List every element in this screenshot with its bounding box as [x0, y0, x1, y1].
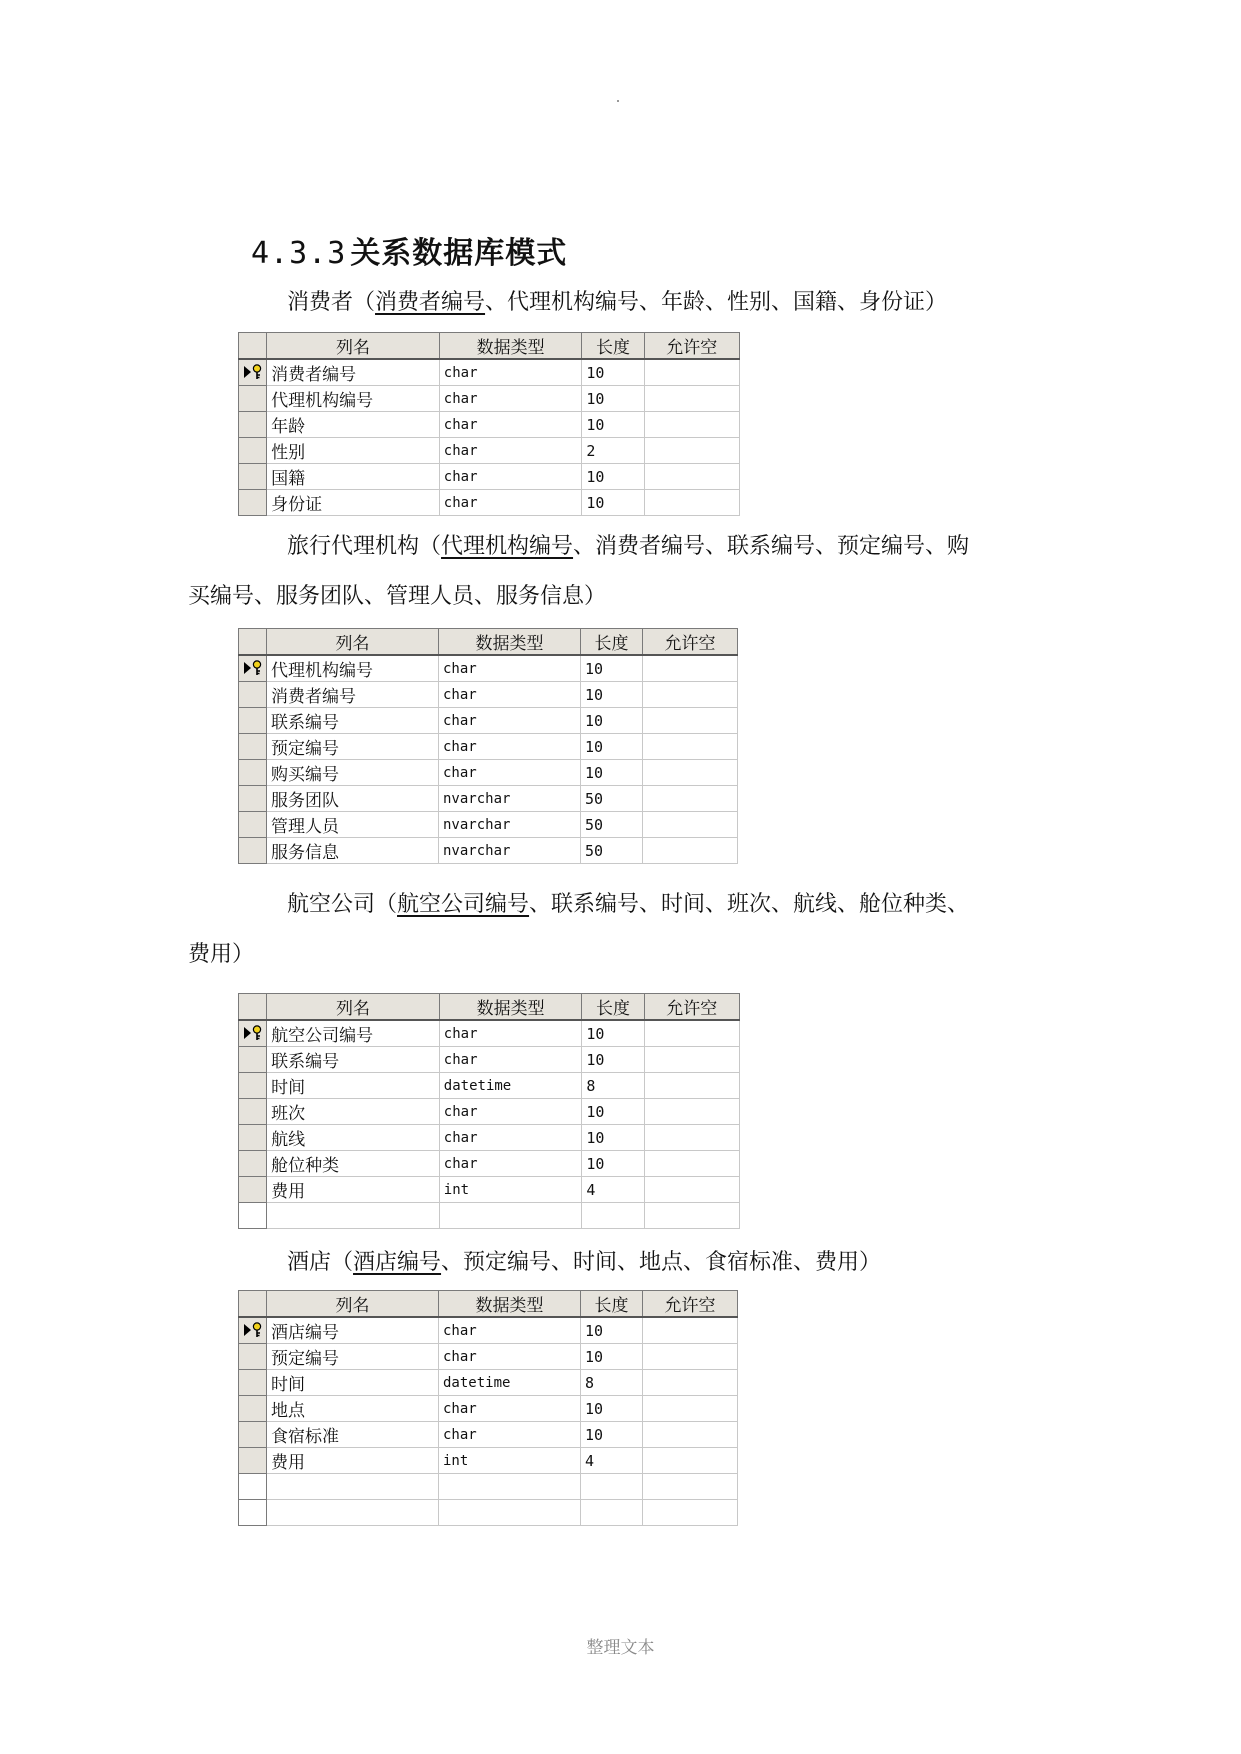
table-row[interactable] — [239, 760, 738, 786]
page-footer: 整理文本 — [586, 1638, 655, 1658]
column-header-type: 数据类型 — [439, 629, 581, 656]
table-row[interactable] — [239, 1422, 738, 1448]
data-type-cell: char — [439, 412, 582, 438]
data-type-cell: char — [439, 1047, 582, 1073]
allow-null-cell — [644, 412, 739, 438]
row-selector — [239, 490, 267, 516]
primary-key-icon — [244, 1320, 262, 1340]
row-selector — [239, 1047, 267, 1073]
data-type-cell: char — [439, 708, 581, 734]
table-row[interactable] — [239, 1073, 740, 1099]
table-row[interactable] — [239, 438, 740, 464]
allow-null-cell — [643, 760, 738, 786]
column-name-cell: 服务信息 — [267, 838, 439, 864]
data-type-cell: nvarchar — [439, 812, 581, 838]
data-type-cell: char — [439, 359, 582, 386]
table-row[interactable] — [239, 682, 738, 708]
column-header-nullable: 允许空 — [644, 333, 739, 360]
column-name-cell: 时间 — [267, 1370, 439, 1396]
section-number: 4.3.3 — [251, 236, 347, 271]
empty-cell — [581, 1474, 643, 1500]
row-selector — [239, 786, 267, 812]
empty-cell — [581, 1500, 643, 1526]
row-selector — [239, 1474, 267, 1500]
entity-description-agency-line2 — [188, 572, 606, 622]
empty-cell — [582, 1203, 644, 1229]
column-header-nullable: 允许空 — [643, 629, 738, 656]
length-cell: 10 — [581, 708, 643, 734]
column-name-cell: 班次 — [267, 1099, 440, 1125]
length-cell: 10 — [582, 386, 644, 412]
allow-null-cell — [644, 1047, 739, 1073]
data-type-cell: char — [439, 1099, 582, 1125]
column-name-cell: 代理机构编号 — [267, 386, 440, 412]
row-selector — [239, 412, 267, 438]
data-type-cell: char — [439, 1151, 582, 1177]
table-row[interactable] — [239, 708, 738, 734]
table-row[interactable] — [239, 1396, 738, 1422]
column-name-cell: 费用 — [267, 1177, 440, 1203]
data-type-cell: char — [439, 1020, 582, 1047]
row-selector — [239, 1500, 267, 1526]
length-cell: 10 — [581, 655, 643, 682]
entity-name: 消费者 — [287, 290, 354, 315]
data-type-cell: datetime — [439, 1370, 581, 1396]
empty-cell — [439, 1500, 581, 1526]
row-pointer-icon — [244, 1324, 251, 1336]
empty-cell — [267, 1500, 439, 1526]
row-selector — [239, 359, 267, 386]
column-name-cell: 年龄 — [267, 412, 440, 438]
column-header-name: 列名 — [267, 1291, 439, 1318]
data-type-cell: char — [439, 438, 582, 464]
entity-description-airline — [287, 880, 969, 930]
allow-null-cell — [643, 838, 738, 864]
length-cell: 10 — [582, 1020, 644, 1047]
column-header-type: 数据类型 — [439, 1291, 581, 1318]
allow-null-cell — [643, 1448, 738, 1474]
row-selector — [239, 1125, 267, 1151]
column-header-length: 长度 — [582, 994, 644, 1021]
row-selector — [239, 1203, 267, 1229]
attribute-list-continued: 费用） — [188, 942, 255, 967]
column-name-cell: 身份证 — [267, 490, 440, 516]
allow-null-cell — [644, 359, 739, 386]
allow-null-cell — [644, 386, 739, 412]
column-name-cell: 消费者编号 — [267, 359, 440, 386]
allow-null-cell — [644, 438, 739, 464]
column-header-nullable: 允许空 — [644, 994, 739, 1021]
column-name-cell: 食宿标准 — [267, 1422, 439, 1448]
column-name-cell: 航线 — [267, 1125, 440, 1151]
primary-key-icon — [244, 658, 262, 678]
empty-cell — [439, 1474, 581, 1500]
data-type-cell: char — [439, 490, 582, 516]
row-selector — [239, 386, 267, 412]
table-row[interactable] — [239, 359, 740, 386]
attribute-list: 、消费者编号、联系编号、预定编号、购 — [573, 534, 970, 559]
column-name-cell: 预定编号 — [267, 1344, 439, 1370]
allow-null-cell — [643, 708, 738, 734]
data-type-cell: char — [439, 1422, 581, 1448]
entity-description-agency — [287, 522, 969, 572]
entity-description-airline-line2 — [188, 930, 254, 980]
allow-null-cell — [644, 490, 739, 516]
row-selector — [239, 1317, 267, 1344]
column-name-cell: 地点 — [267, 1396, 439, 1422]
empty-cell — [643, 1474, 738, 1500]
length-cell: 10 — [581, 1396, 643, 1422]
length-cell: 4 — [582, 1177, 644, 1203]
length-cell: 10 — [582, 464, 644, 490]
primary-key-icon — [244, 362, 262, 382]
attribute-list: 、代理机构编号、年龄、性别、国籍、身份证） — [485, 290, 948, 315]
section-title: 关系数据库模式 — [350, 236, 568, 271]
empty-cell — [267, 1203, 440, 1229]
empty-cell — [267, 1474, 439, 1500]
length-cell: 10 — [582, 412, 644, 438]
empty-cell — [439, 1203, 582, 1229]
allow-null-cell — [643, 786, 738, 812]
length-cell: 10 — [581, 1344, 643, 1370]
primary-key-label: 航空公司编号 — [397, 892, 530, 917]
table-row[interactable] — [239, 786, 738, 812]
row-selector — [239, 438, 267, 464]
entity-description-consumer — [287, 278, 947, 328]
column-name-cell: 服务团队 — [267, 786, 439, 812]
entity-name: 酒店 — [287, 1250, 332, 1275]
data-type-cell: nvarchar — [439, 786, 581, 812]
table-row[interactable] — [239, 490, 740, 516]
length-cell: 8 — [582, 1073, 644, 1099]
paren-open: （ — [331, 1250, 354, 1275]
primary-key-icon — [244, 1023, 262, 1043]
allow-null-cell — [643, 734, 738, 760]
length-cell: 50 — [581, 838, 643, 864]
column-header-name: 列名 — [267, 994, 440, 1021]
allow-null-cell — [643, 655, 738, 682]
data-type-cell: int — [439, 1177, 582, 1203]
table-row[interactable] — [239, 812, 738, 838]
data-type-cell: char — [439, 464, 582, 490]
length-cell: 10 — [581, 760, 643, 786]
table-row[interactable] — [239, 1099, 740, 1125]
column-name-cell: 舱位种类 — [267, 1151, 440, 1177]
data-type-cell: datetime — [439, 1073, 582, 1099]
length-cell: 10 — [582, 359, 644, 386]
table-row[interactable] — [239, 838, 738, 864]
row-selector — [239, 1073, 267, 1099]
column-name-cell: 时间 — [267, 1073, 440, 1099]
primary-key-label: 代理机构编号 — [441, 534, 574, 559]
entity-name: 航空公司 — [287, 892, 376, 917]
empty-cell — [644, 1203, 739, 1229]
row-selector — [239, 734, 267, 760]
allow-null-cell — [644, 1177, 739, 1203]
allow-null-cell — [643, 1370, 738, 1396]
table-schema-consumer — [238, 332, 740, 516]
data-type-cell: nvarchar — [439, 838, 581, 864]
row-selector — [239, 655, 267, 682]
table-row[interactable] — [239, 1370, 738, 1396]
allow-null-cell — [644, 1073, 739, 1099]
empty-cell — [643, 1500, 738, 1526]
data-type-cell: char — [439, 386, 582, 412]
empty-row[interactable] — [239, 1500, 738, 1526]
allow-null-cell — [644, 1151, 739, 1177]
table-schema-airline — [238, 993, 740, 1229]
table-row[interactable] — [239, 1344, 738, 1370]
empty-row[interactable] — [239, 1203, 740, 1229]
allow-null-cell — [643, 1422, 738, 1448]
length-cell: 10 — [581, 1422, 643, 1448]
grid-header-row — [239, 1291, 738, 1318]
data-type-cell: char — [439, 734, 581, 760]
grid-corner-cell — [239, 629, 267, 656]
paren-open: （ — [353, 290, 376, 315]
data-type-cell: char — [439, 760, 581, 786]
grid-corner-cell — [239, 333, 267, 360]
primary-key-label: 酒店编号 — [353, 1250, 442, 1275]
length-cell: 10 — [582, 1047, 644, 1073]
table-schema-agency — [238, 628, 738, 864]
table-row[interactable] — [239, 1047, 740, 1073]
table-row[interactable] — [239, 412, 740, 438]
attribute-list: 、预定编号、时间、地点、食宿标准、费用） — [441, 1250, 882, 1275]
column-header-name: 列名 — [267, 629, 439, 656]
row-pointer-icon — [244, 1027, 251, 1039]
data-type-cell: char — [439, 682, 581, 708]
page-dot — [617, 100, 619, 102]
row-selector — [239, 464, 267, 490]
table-row[interactable] — [239, 734, 738, 760]
row-selector — [239, 1396, 267, 1422]
length-cell: 10 — [581, 682, 643, 708]
table-row[interactable] — [239, 655, 738, 682]
primary-key-label: 消费者编号 — [375, 290, 486, 315]
attribute-list-continued: 买编号、服务团队、管理人员、服务信息） — [188, 584, 607, 609]
length-cell: 10 — [582, 1125, 644, 1151]
allow-null-cell — [644, 464, 739, 490]
data-type-cell: char — [439, 1317, 581, 1344]
column-header-type: 数据类型 — [439, 994, 582, 1021]
grid-corner-cell — [239, 994, 267, 1021]
section-heading — [251, 228, 567, 272]
row-selector — [239, 1151, 267, 1177]
column-name-cell: 代理机构编号 — [267, 655, 439, 682]
row-selector — [239, 1344, 267, 1370]
row-selector — [239, 1422, 267, 1448]
allow-null-cell — [644, 1099, 739, 1125]
table-row[interactable] — [239, 1177, 740, 1203]
column-name-cell: 酒店编号 — [267, 1317, 439, 1344]
row-pointer-icon — [244, 662, 251, 674]
grid-header-row — [239, 333, 740, 360]
length-cell: 10 — [582, 1099, 644, 1125]
row-selector — [239, 708, 267, 734]
length-cell: 10 — [581, 1317, 643, 1344]
data-type-cell: char — [439, 1396, 581, 1422]
data-type-cell: char — [439, 1344, 581, 1370]
length-cell: 50 — [581, 812, 643, 838]
table-row[interactable] — [239, 1020, 740, 1047]
data-type-cell: char — [439, 655, 581, 682]
column-header-name: 列名 — [267, 333, 440, 360]
table-row[interactable] — [239, 464, 740, 490]
column-name-cell: 消费者编号 — [267, 682, 439, 708]
allow-null-cell — [643, 1396, 738, 1422]
attribute-list: 、联系编号、时间、班次、航线、舱位种类、 — [529, 892, 970, 917]
table-schema-hotel — [238, 1290, 738, 1526]
allow-null-cell — [644, 1125, 739, 1151]
row-selector — [239, 1370, 267, 1396]
column-name-cell: 国籍 — [267, 464, 440, 490]
column-name-cell: 联系编号 — [267, 1047, 440, 1073]
empty-row[interactable] — [239, 1474, 738, 1500]
paren-open: （ — [375, 892, 398, 917]
row-pointer-icon — [244, 366, 251, 378]
data-type-cell: int — [439, 1448, 581, 1474]
column-header-nullable: 允许空 — [643, 1291, 738, 1318]
length-cell: 10 — [582, 490, 644, 516]
table-row[interactable] — [239, 1151, 740, 1177]
grid-corner-cell — [239, 1291, 267, 1318]
allow-null-cell — [644, 1020, 739, 1047]
column-name-cell: 性别 — [267, 438, 440, 464]
table-row[interactable] — [239, 1125, 740, 1151]
column-name-cell: 联系编号 — [267, 708, 439, 734]
entity-name: 旅行代理机构 — [287, 534, 420, 559]
row-selector — [239, 1177, 267, 1203]
column-name-cell: 管理人员 — [267, 812, 439, 838]
length-cell: 2 — [582, 438, 644, 464]
grid-header-row — [239, 629, 738, 656]
column-name-cell: 航空公司编号 — [267, 1020, 440, 1047]
row-selector — [239, 1448, 267, 1474]
column-header-length: 长度 — [582, 333, 644, 360]
length-cell: 10 — [581, 734, 643, 760]
row-selector — [239, 760, 267, 786]
length-cell: 50 — [581, 786, 643, 812]
column-header-type: 数据类型 — [439, 333, 582, 360]
allow-null-cell — [643, 682, 738, 708]
column-name-cell: 预定编号 — [267, 734, 439, 760]
row-selector — [239, 838, 267, 864]
column-header-length: 长度 — [581, 629, 643, 656]
column-name-cell: 购买编号 — [267, 760, 439, 786]
column-name-cell: 费用 — [267, 1448, 439, 1474]
row-selector — [239, 1020, 267, 1047]
column-header-length: 长度 — [581, 1291, 643, 1318]
row-selector — [239, 1099, 267, 1125]
row-selector — [239, 682, 267, 708]
entity-description-hotel — [287, 1238, 881, 1288]
table-row[interactable] — [239, 386, 740, 412]
allow-null-cell — [643, 1344, 738, 1370]
paren-open: （ — [419, 534, 442, 559]
allow-null-cell — [643, 1317, 738, 1344]
table-row[interactable] — [239, 1317, 738, 1344]
allow-null-cell — [643, 812, 738, 838]
length-cell: 8 — [581, 1370, 643, 1396]
grid-header-row — [239, 994, 740, 1021]
length-cell: 4 — [581, 1448, 643, 1474]
length-cell: 10 — [582, 1151, 644, 1177]
table-row[interactable] — [239, 1448, 738, 1474]
data-type-cell: char — [439, 1125, 582, 1151]
row-selector — [239, 812, 267, 838]
